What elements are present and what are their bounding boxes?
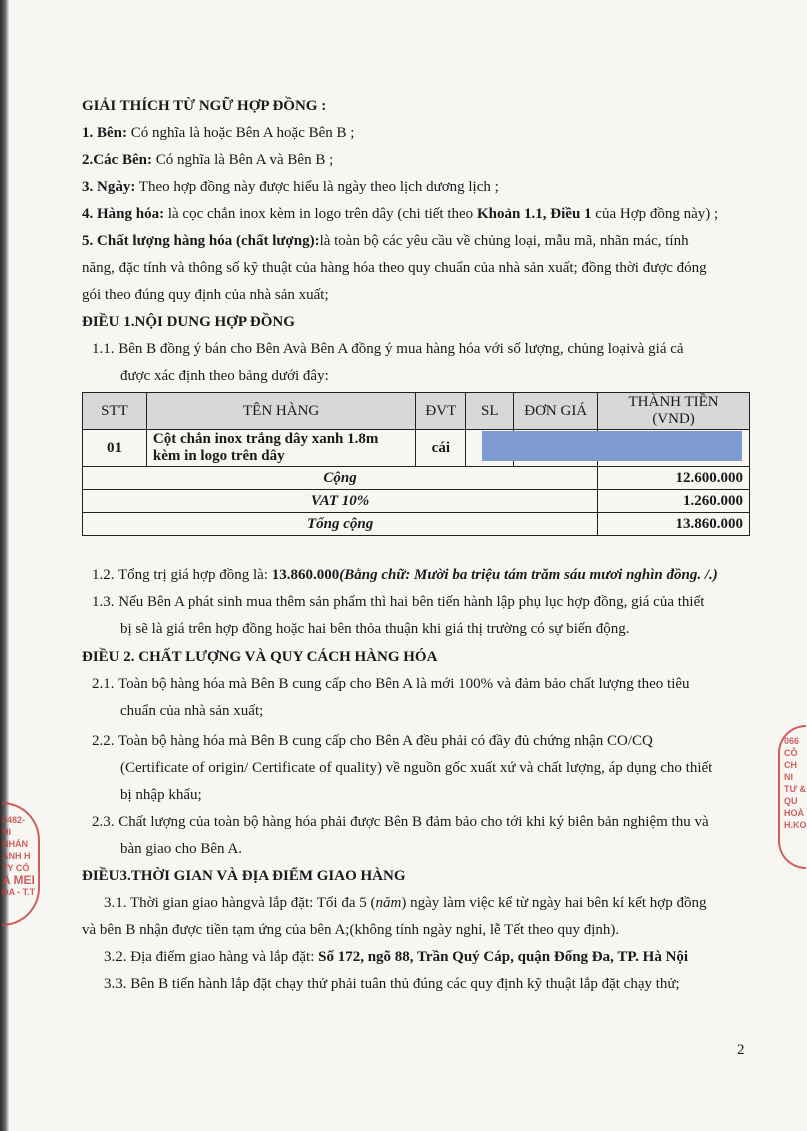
article-1-heading: ĐIỀU 1.NỘI DUNG HỢP ĐỒNG: [82, 314, 295, 330]
clause-1-1-line-2: được xác định theo bảng dưới đây:: [120, 368, 329, 384]
vat-value: 1.260.000: [598, 490, 750, 513]
page-number: 2: [737, 1042, 745, 1058]
subtotal-label: Cộng: [83, 467, 598, 490]
clause-1-3-line-2: bị sẽ là giá trên hợp đồng hoặc hai bên thỏa thuận khi giá thị trường có sự biến động.: [120, 621, 630, 637]
clause-2-1: 2.1. Toàn bộ hàng hóa mà Bên B cung cấp cho Bên A là mới 100% và đảm bảo chất lượng theo tiêu: [92, 676, 690, 692]
clause-3-3: 3.3. Bên B tiến hành lắp đặt chạy thử phải tuân thủ đúng các quy định kỹ thuật lắp đặt chạy thử;: [104, 976, 680, 992]
definition-5-line-2: năng, đặc tính và thông số kỹ thuật của hàng hóa theo quy chuẩn của nhà sản xuất; đồng thời được đóng: [82, 260, 707, 276]
header-name: TÊN HÀNG: [146, 393, 415, 430]
header-price: ĐƠN GIÁ: [514, 393, 598, 430]
clause-2-2-line-2: (Certificate of origin/ Certificate of quality) về nguồn gốc xuất xứ và chất lượng, áp dụng cho thiết: [120, 760, 713, 776]
clause-2-1-line-2: chuẩn của nhà sản xuất;: [120, 703, 264, 719]
definitions-heading: GIẢI THÍCH TỪ NGỮ HỢP ĐỒNG :: [82, 98, 327, 114]
definition-2: 2.Các Bên: Có nghĩa là Bên A và Bên B ;: [82, 152, 334, 168]
row-name: Cột chắn inox trắng dây xanh 1.8m kèm in logo trên dây: [146, 430, 415, 467]
clause-2-2-line-3: bị nhập khẩu;: [120, 787, 202, 803]
redaction-box: [482, 431, 742, 461]
article-3-heading: ĐIỀU3.THỜI GIAN VÀ ĐỊA ĐIỂM GIAO HÀNG: [82, 868, 406, 884]
header-total: THÀNH TIỀN (VND): [598, 393, 750, 430]
clause-1-1: 1.1. Bên B đồng ý bán cho Bên Avà Bên A đồng ý mua hàng hóa với số lượng, chủng loạivà giá cả: [92, 341, 684, 357]
clause-3-2: 3.2. Địa điểm giao hàng và lắp đặt: Số 172, ngõ 88, Trần Quý Cáp, quận Đống Đa, TP. Hà Nội: [104, 949, 689, 965]
clause-2-2: 2.2. Toàn bộ hàng hóa mà Bên B cung cấp cho Bên A đều phải có đầy đủ chứng nhận CO/CQ: [92, 733, 653, 749]
header-stt: STT: [83, 393, 147, 430]
definition-5-line-3: gói theo đúng quy định của nhà sản xuất;: [82, 287, 329, 303]
clause-3-1: 3.1. Thời gian giao hàngvà lắp đặt: Tối đa 5 (năm) ngày làm việc kể từ ngày hai bên kí kết hợp đồng: [104, 895, 707, 911]
clause-3-1-line-2: và bên B nhận được tiền tạm ứng của bên A;(không tính ngày nghỉ, lễ Tết theo quy định).: [82, 922, 620, 938]
goods-table: [82, 392, 750, 536]
clause-1-3: 1.3. Nếu Bên A phát sinh mua thêm sản phẩm thì hai bên tiến hành lập phụ lục hợp đồng, giá của thiết: [92, 594, 705, 610]
total-value: 13.860.000: [598, 513, 750, 536]
row-stt: 01: [83, 430, 147, 467]
definition-3: 3. Ngày: Theo hợp đồng này được hiểu là ngày theo lịch dương lịch ;: [82, 179, 499, 195]
header-unit: ĐVT: [416, 393, 466, 430]
total-label: Tổng cộng: [83, 513, 598, 536]
definition-5: 5. Chất lượng hàng hóa (chất lượng):là toàn bộ các yêu cầu về chủng loại, mẫu mã, nhãn mác, tính: [82, 233, 689, 249]
header-qty: SL: [466, 393, 514, 430]
definition-1: 1. Bên: Có nghĩa là hoặc Bên A hoặc Bên B ;: [82, 125, 355, 141]
definition-4: 4. Hàng hóa: là cọc chắn inox kèm in logo trên dây (chi tiết theo Khoản 1.1, Điều 1 của Hợp đồng này) ;: [82, 206, 719, 222]
total-row: [83, 513, 750, 536]
subtotal-row: [83, 467, 750, 490]
row-unit: cái: [416, 430, 466, 467]
table-header-row: [83, 393, 750, 430]
clause-2-3: 2.3. Chất lượng của toàn bộ hàng hóa phải được Bên B đảm bảo cho tới khi ký biên bản nghiệm thu và: [92, 814, 709, 830]
article-2-heading: ĐIỀU 2. CHẤT LƯỢNG VÀ QUY CÁCH HÀNG HÓA: [82, 649, 438, 665]
company-seal-right: 066 CÔ CH NI TƯ & QU HOÀ H.KO: [778, 725, 806, 869]
clause-1-2: 1.2. Tổng trị giá hợp đồng là: 13.860.000(Bằng chữ: Mười ba triệu tám trăm sáu mươi nghìn đồng. /.): [92, 567, 718, 583]
clause-2-3-line-2: bàn giao cho Bên A.: [120, 841, 243, 857]
vat-label: VAT 10%: [83, 490, 598, 513]
vat-row: [83, 490, 750, 513]
company-seal-left: 3482- HI NHÁN ANH H TY CỔ A MEI ĐA - T.T: [2, 802, 40, 926]
subtotal-value: 12.600.000: [598, 467, 750, 490]
